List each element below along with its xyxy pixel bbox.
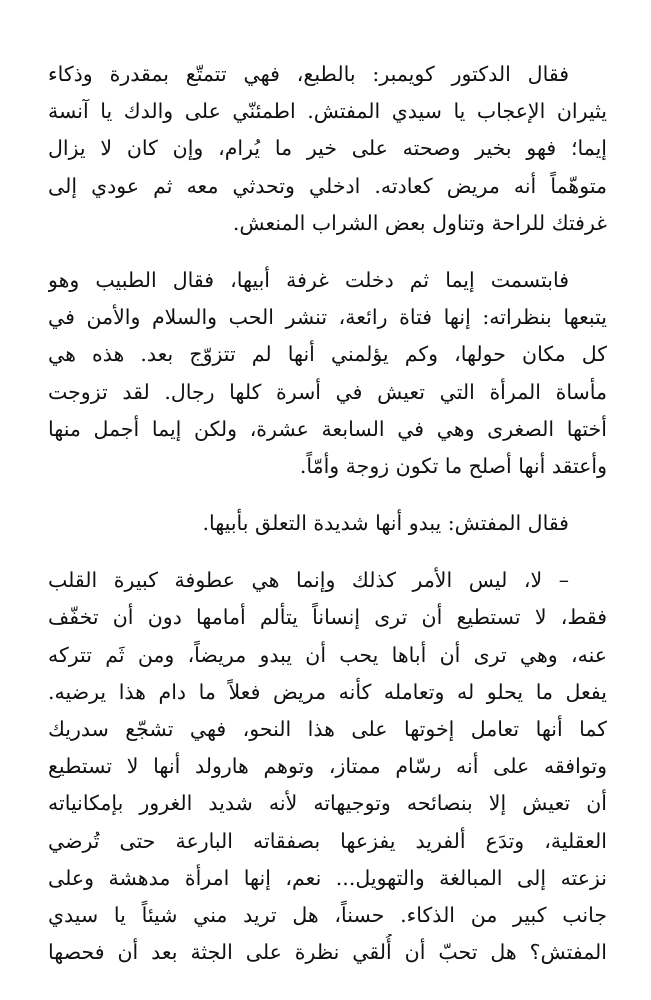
text-line: – لا، ليس الأمر كذلك وإنما هي عطوفة كبيرة القلب bbox=[48, 568, 569, 593]
text-line: نزعته إلى المبالغة والتهويل... نعم، إنها امرأة مدهشة وعلى bbox=[48, 865, 607, 890]
text-line: المفتش؟ هل تحبّ أن أُلقي نظرة على الجثة بعد أن فحصها bbox=[48, 940, 607, 965]
text-line: متوهّماً أنه مريض كعادته. ادخلي وتحدثي معه ثم عودي إلى bbox=[48, 173, 607, 198]
text-line: وتوافقه على أنه رسّام ممتاز، وتوهم هارولد أنها لا تستطيع bbox=[48, 754, 607, 779]
text-line: كل مكان حولها، وكم يؤلمني أنها لم تتزوّج بعد. هذه هي bbox=[48, 342, 607, 367]
text-line: وأعتقد أنها أصلح ما تكون زوجة وأمّاً. bbox=[299, 453, 607, 478]
text-line: فقال الدكتور كويمبر: بالطبع، فهي تتمتّع بمقدرة وذكاء bbox=[48, 62, 569, 86]
text-line: يثيران الإعجاب يا سيدي المفتش. اطمئنّي على والدك يا آنسة bbox=[48, 99, 607, 124]
text-line: فابتسمت إيما ثم دخلت غرفة أبيها، فقال الطبيب وهو bbox=[48, 267, 569, 292]
text-line: إيما؛ فهو بخير وصحته على خير ما يُرام، وإن كان لا يزال bbox=[48, 136, 607, 161]
document-page bbox=[48, 56, 607, 991]
text-line: يتبعها بنظراته: إنها فتاة رائعة، تنشر الحب والسلام والأمن في bbox=[48, 305, 607, 330]
text-line: غرفتك للراحة وتناول بعض الشراب المنعش. bbox=[232, 210, 607, 235]
paragraph-doctor-reply bbox=[48, 56, 607, 242]
text-line: أختها الصغرى وهي في السابعة عشرة، ولكن إيما أجمل منها bbox=[48, 416, 607, 441]
text-line: يفعل ما يحلو له وتعامله كأنه مريض فعلاً ما دام هذا يرضيه. bbox=[48, 679, 607, 704]
text-line: العقلية، وتدَع ألفريد يفزعها بصفقاته البارعة حتى تُرضي bbox=[48, 828, 607, 853]
text-line: مأساة المرأة التي تعيش في أسرة كلها رجال. لقد تزوجت bbox=[48, 379, 607, 404]
text-line: فقط، لا تستطيع أن ترى إنساناً يتألم أمامها دون أن تخفّف bbox=[48, 605, 607, 630]
paragraph-emma-smiled bbox=[48, 262, 607, 485]
paragraph-doctor-explains bbox=[48, 562, 607, 971]
text-line: أن تعيش إلا بنصائحه وتوجيهاته لأنه شديد الغرور بإمكانياته bbox=[48, 791, 607, 816]
text-line: عنه، وهي ترى أن أباها يحب أن يبدو مريضاً، ومن ثَم تتركه bbox=[48, 642, 607, 667]
paragraph-inspector-remark bbox=[48, 505, 607, 542]
text-line: جانب كبير من الذكاء. حسناً، هل تريد مني شيئاً يا سيدي bbox=[48, 902, 607, 927]
text-line: فقال المفتش: يبدو أنها شديدة التعلق بأبيها. bbox=[202, 511, 569, 536]
text-line: كما أنها تعامل إخوتها على هذا النحو، فهي تشجّع سدريك bbox=[48, 717, 607, 741]
